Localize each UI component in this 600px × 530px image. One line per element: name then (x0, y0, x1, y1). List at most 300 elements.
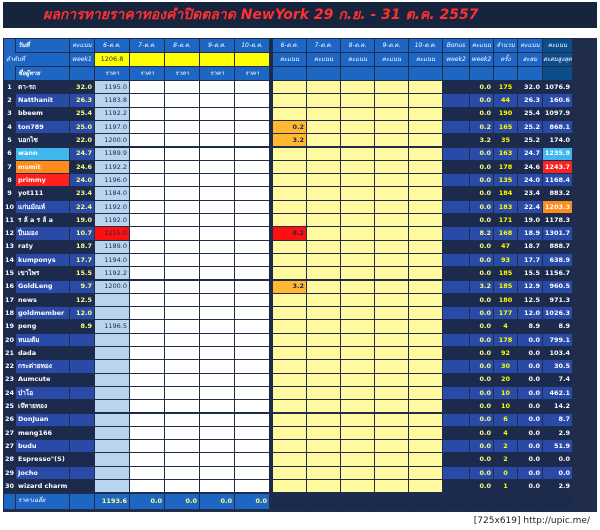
week2-day-score (273, 214, 306, 226)
week1-day-cell (200, 334, 234, 346)
header-w2-week2-label: week2 (470, 53, 493, 66)
week1-score (70, 467, 94, 479)
week2-day-score (341, 161, 374, 173)
row-number: 3 (4, 108, 15, 120)
week2-day-score (375, 148, 408, 160)
row-number: 10 (4, 201, 15, 213)
week2-day-score (375, 161, 408, 173)
total-accumulated: 1156.7 (543, 267, 572, 279)
week2-day-score (273, 267, 306, 279)
bonus-cell (443, 427, 469, 439)
header-week2-date: 10-ต.ค. (409, 39, 442, 52)
week1-day-cell (165, 440, 199, 452)
week1-day-cell (235, 414, 269, 426)
week2-day-score (375, 467, 408, 479)
week2-day-score (341, 427, 374, 439)
header-score-blank (70, 67, 94, 80)
week2-day-score (409, 201, 442, 213)
week1-day-cell (200, 94, 234, 106)
week2-day-score (409, 453, 442, 465)
total-accumulated: 1178.3 (543, 214, 572, 226)
attempt-count: 92 (494, 347, 517, 359)
week1-day-cell (235, 374, 269, 386)
accumulated-score: 24.7 (518, 148, 542, 160)
week2-day-score (273, 108, 306, 120)
week2-day-score (307, 467, 340, 479)
week2-day-score (409, 281, 442, 293)
avg-row-blank (70, 494, 94, 508)
member-name: news (16, 294, 69, 306)
week1-score: 17.7 (70, 254, 94, 266)
week1-day-cell (200, 307, 234, 319)
week2-day-score (409, 214, 442, 226)
week1-day-cell (130, 360, 164, 372)
bonus-cell (443, 453, 469, 465)
header-price-label: ราคา (200, 67, 234, 80)
week2-day-score (273, 360, 306, 372)
total-accumulated: 103.4 (543, 347, 572, 359)
bonus-cell (443, 201, 469, 213)
member-name: ปิ่นมอง (16, 227, 69, 239)
week1-score (70, 440, 94, 452)
accumulated-score: 12.0 (518, 307, 542, 319)
guess-price (95, 480, 129, 492)
bonus-cell (443, 307, 469, 319)
week2-day-score (375, 400, 408, 412)
bonus-cell (443, 148, 469, 160)
row-number: 13 (4, 241, 15, 253)
week2-day-score (341, 453, 374, 465)
bonus-cell (443, 214, 469, 226)
week1-day-cell (200, 440, 234, 452)
accumulated-score: 17.7 (518, 254, 542, 266)
avg-row-blank (307, 494, 340, 508)
week1-day-cell (165, 94, 199, 106)
bonus-cell (443, 81, 469, 93)
week1-score (70, 374, 94, 386)
attempt-count: 4 (494, 320, 517, 332)
week2-day-score (409, 414, 442, 426)
week1-day-cell (235, 467, 269, 479)
total-accumulated: 1097.9 (543, 108, 572, 120)
week1-day-cell (200, 161, 234, 173)
week1-day-cell (235, 134, 269, 146)
week1-day-cell (235, 254, 269, 266)
week1-day-cell (165, 414, 199, 426)
week2-day-score (273, 161, 306, 173)
guess-price (95, 347, 129, 359)
guess-price (95, 307, 129, 319)
week1-day-cell (130, 414, 164, 426)
week1-score (70, 360, 94, 372)
week2-day-score (307, 387, 340, 399)
week1-day-cell (130, 347, 164, 359)
row-number: 7 (4, 161, 15, 173)
avg-row-blank (494, 494, 517, 508)
total-accumulated: 868.1 (543, 121, 572, 133)
week1-day-cell (130, 214, 164, 226)
week2-day-score (307, 254, 340, 266)
week2-day-score (341, 307, 374, 319)
avg-row-gap (4, 494, 15, 508)
week2-day-score (341, 374, 374, 386)
week1-day-cell (200, 254, 234, 266)
total-accumulated: 51.9 (543, 440, 572, 452)
avg-row-blank (273, 494, 306, 508)
week2-day-score (409, 294, 442, 306)
week1-day-cell (200, 467, 234, 479)
row-number: 29 (4, 467, 15, 479)
week2-day-score (307, 453, 340, 465)
week1-day-cell (200, 121, 234, 133)
bonus-cell (443, 347, 469, 359)
week1-day-cell (235, 108, 269, 120)
week2-day-score (273, 254, 306, 266)
week1-score (70, 387, 94, 399)
week1-day-cell (130, 108, 164, 120)
avg-row-blank (341, 494, 374, 508)
week1-score (70, 347, 94, 359)
bonus-cell (443, 294, 469, 306)
guess-price (95, 334, 129, 346)
accumulated-score: 32.0 (518, 81, 542, 93)
week1-day-cell (235, 121, 269, 133)
week2-day-score (409, 347, 442, 359)
week1-day-cell (130, 241, 164, 253)
attempt-count: 35 (494, 134, 517, 146)
attempt-count: 1 (494, 480, 517, 492)
member-name: Jocho (16, 467, 69, 479)
week2-day-score (307, 174, 340, 186)
row-number: 22 (4, 360, 15, 372)
week2-day-score (307, 161, 340, 173)
week1-score: 24.7 (70, 148, 94, 160)
week2-score: 0.0 (470, 360, 493, 372)
week1-day-cell (235, 400, 269, 412)
week2-score: 3.2 (470, 134, 493, 146)
accumulated-score: 15.5 (518, 267, 542, 279)
header-price-label: ราคา (165, 67, 199, 80)
header-week1-date: 8-ต.ค. (165, 39, 199, 52)
guess-price (95, 440, 129, 452)
header-week1-close-price (235, 53, 269, 66)
week1-day-cell (165, 334, 199, 346)
week2-day-score (273, 94, 306, 106)
week1-day-cell (200, 480, 234, 492)
guess-price: 1194.0 (95, 254, 129, 266)
week1-day-cell (235, 334, 269, 346)
week1-day-cell (235, 201, 269, 213)
avg-row-blank (375, 494, 408, 508)
row-number: 14 (4, 254, 15, 266)
header-week2-date: 7-ต.ค. (307, 39, 340, 52)
week1-day-cell (165, 121, 199, 133)
row-number: 9 (4, 187, 15, 199)
member-name: bbeem (16, 108, 69, 120)
member-name: Natthanit (16, 94, 69, 106)
week2-day-score (341, 108, 374, 120)
week2-score: 0.0 (470, 453, 493, 465)
week2-day-score (273, 201, 306, 213)
avg-row-blank (543, 494, 572, 508)
header-week1-date: 10-ต.ค. (235, 39, 269, 52)
bonus-cell (443, 94, 469, 106)
header-count-label: จำนวน (494, 39, 517, 52)
bonus-cell (443, 480, 469, 492)
row-number: 24 (4, 387, 15, 399)
week1-day-cell (200, 201, 234, 213)
total-accumulated: 1168.4 (543, 174, 572, 186)
week2-day-score (307, 201, 340, 213)
total-accumulated: 638.9 (543, 254, 572, 266)
header-week1-date: 9-ต.ค. (200, 39, 234, 52)
guess-price: 1200.0 (95, 134, 129, 146)
total-accumulated: 30.5 (543, 360, 572, 372)
week1-day-cell (200, 374, 234, 386)
header-w2-score-label: คะแนน (470, 39, 493, 52)
week2-day-score (341, 201, 374, 213)
accumulated-score: 25.2 (518, 134, 542, 146)
results-table (3, 38, 597, 512)
week2-day-score (409, 440, 442, 452)
week2-day-score (273, 307, 306, 319)
week2-score: 0.0 (470, 480, 493, 492)
avg-row-blank (470, 494, 493, 508)
avg-price-value: 0.0 (130, 494, 164, 508)
attempt-count: 175 (494, 81, 517, 93)
bonus-cell (443, 174, 469, 186)
avg-row-blank (518, 494, 542, 508)
week2-day-score (409, 427, 442, 439)
week1-day-cell (235, 187, 269, 199)
week1-day-cell (200, 227, 234, 239)
week1-score (70, 453, 94, 465)
member-name: raty (16, 241, 69, 253)
week1-day-cell (130, 400, 164, 412)
header-week1-close-price (130, 53, 164, 66)
week1-day-cell (235, 294, 269, 306)
week1-score: 15.5 (70, 267, 94, 279)
week2-day-score (307, 148, 340, 160)
week1-day-cell (130, 427, 164, 439)
row-number: 11 (4, 214, 15, 226)
week1-score: 23.4 (70, 187, 94, 199)
total-accumulated: 0.0 (543, 453, 572, 465)
week2-day-score (273, 387, 306, 399)
attempt-count: 10 (494, 387, 517, 399)
week2-day-score (409, 307, 442, 319)
week1-day-cell (165, 148, 199, 160)
header-times-label: ครั้ง (494, 53, 517, 66)
attempt-count: 30 (494, 360, 517, 372)
guess-price: 1196.5 (95, 320, 129, 332)
bonus-cell (443, 161, 469, 173)
week2-day-score (409, 94, 442, 106)
total-accumulated: 960.5 (543, 281, 572, 293)
week2-day-score (341, 387, 374, 399)
accumulated-score: 18.9 (518, 227, 542, 239)
header-bonus-week2: week2 (443, 53, 469, 66)
week1-day-cell (165, 467, 199, 479)
member-name: DonJuan (16, 414, 69, 426)
week2-day-score (409, 174, 442, 186)
guess-price: 1192.2 (95, 108, 129, 120)
header-count-blank (494, 67, 517, 80)
header-price-label: ราคา (235, 67, 269, 80)
header-week1-close-price (165, 53, 199, 66)
attempt-count: 93 (494, 254, 517, 266)
week2-day-score (341, 480, 374, 492)
week2-day-score (307, 134, 340, 146)
accumulated-score: 0.0 (518, 387, 542, 399)
total-accumulated: 160.6 (543, 94, 572, 106)
week2-score: 0.0 (470, 174, 493, 186)
total-accumulated: 888.7 (543, 241, 572, 253)
week2-day-score (273, 400, 306, 412)
week2-day-score (307, 414, 340, 426)
week1-day-cell (130, 387, 164, 399)
row-number: 15 (4, 267, 15, 279)
week2-day-score (409, 400, 442, 412)
week1-day-cell (130, 161, 164, 173)
week2-day-score (307, 374, 340, 386)
week1-day-cell (235, 307, 269, 319)
total-accumulated: 8.7 (543, 414, 572, 426)
bonus-cell (443, 121, 469, 133)
week2-day-score (273, 294, 306, 306)
attempt-count: 171 (494, 214, 517, 226)
week2-day-score (341, 467, 374, 479)
week2-day-score (341, 400, 374, 412)
bonus-cell (443, 374, 469, 386)
week2-score: 0.0 (470, 94, 493, 106)
member-name: ton789 (16, 121, 69, 133)
page-title: ผลการทายราคาทองคำปิดตลาด NewYork 29 ก.ย. - 31 ต.ค. 2557 (3, 2, 597, 28)
week2-day-score (409, 227, 442, 239)
header-accum-score-label: คะแนน (518, 39, 542, 52)
row-number: 16 (4, 281, 15, 293)
week2-day-score (375, 427, 408, 439)
week1-day-cell (235, 453, 269, 465)
header-week1-label: week1 (70, 53, 94, 66)
week1-day-cell (235, 267, 269, 279)
week2-score: 0.0 (470, 347, 493, 359)
week1-day-cell (130, 480, 164, 492)
week2-day-score (375, 334, 408, 346)
week1-day-cell (130, 201, 164, 213)
row-number: 27 (4, 427, 15, 439)
week2-score: 0.0 (470, 187, 493, 199)
row-number: 21 (4, 347, 15, 359)
week1-day-cell (130, 294, 164, 306)
week2-day-score (409, 334, 442, 346)
accumulated-score: 0.0 (518, 414, 542, 426)
header-accum-blank (518, 67, 542, 80)
week2-score: 0.0 (470, 81, 493, 93)
member-name: นอกไซ (16, 134, 69, 146)
week2-day-score (307, 400, 340, 412)
week1-day-cell (200, 134, 234, 146)
bonus-cell (443, 414, 469, 426)
week2-day-score (273, 347, 306, 359)
week1-score: 22.4 (70, 201, 94, 213)
week1-day-cell (200, 281, 234, 293)
total-accumulated: 7.4 (543, 374, 572, 386)
week2-day-score (409, 161, 442, 173)
week1-day-cell (165, 187, 199, 199)
bonus-cell (443, 467, 469, 479)
bonus-cell (443, 281, 469, 293)
week2-score: 0.0 (470, 161, 493, 173)
week2-score: 0.2 (470, 121, 493, 133)
row-number: 25 (4, 400, 15, 412)
member-name: msmit (16, 161, 69, 173)
week1-score: 12.0 (70, 307, 94, 319)
week2-day-score (341, 281, 374, 293)
week2-day-score (273, 148, 306, 160)
accumulated-score: 26.3 (518, 94, 542, 106)
week1-day-cell (165, 480, 199, 492)
total-accumulated: 2.9 (543, 427, 572, 439)
week2-day-score (307, 121, 340, 133)
bonus-cell (443, 387, 469, 399)
member-name: กระต่ายทอง (16, 360, 69, 372)
week2-day-score (375, 241, 408, 253)
row-number: 26 (4, 414, 15, 426)
attempt-count: 6 (494, 414, 517, 426)
week1-score (70, 427, 94, 439)
week1-day-cell (130, 174, 164, 186)
attempt-count: 180 (494, 294, 517, 306)
accumulated-score: 0.0 (518, 334, 542, 346)
row-number: 5 (4, 134, 15, 146)
guess-price (95, 467, 129, 479)
week2-day-score (341, 414, 374, 426)
week1-day-cell (165, 254, 199, 266)
member-name: Aumcute (16, 374, 69, 386)
week2-day-score (409, 480, 442, 492)
avg-price-value: 0.0 (200, 494, 234, 508)
week1-score: 18.7 (70, 241, 94, 253)
header-price-label: ราคา (130, 67, 164, 80)
week2-score: 0.0 (470, 414, 493, 426)
week1-score (70, 480, 94, 492)
week1-day-cell (200, 214, 234, 226)
week2-day-score (341, 320, 374, 332)
week2-day-score (341, 214, 374, 226)
header-accum-label: สะสม (518, 53, 542, 66)
week1-day-cell (235, 214, 269, 226)
bonus-cell (443, 267, 469, 279)
week2-day-score (375, 374, 408, 386)
member-name: yot111 (16, 187, 69, 199)
week2-day-score (409, 254, 442, 266)
week2-day-score (341, 334, 374, 346)
header-week2-score-label: คะแนน (409, 53, 442, 66)
header-week2-date: 8-ต.ค. (341, 39, 374, 52)
member-name: goldmember (16, 307, 69, 319)
member-name: แก่นมัณห์ (16, 201, 69, 213)
week2-day-score (341, 121, 374, 133)
week1-day-cell (165, 307, 199, 319)
member-name: wizard charm (16, 480, 69, 492)
week1-day-cell (200, 320, 234, 332)
week2-day-score (341, 360, 374, 372)
week2-day-score (307, 81, 340, 93)
attempt-count: 185 (494, 281, 517, 293)
week1-day-cell (200, 187, 234, 199)
accumulated-score: 0.0 (518, 400, 542, 412)
